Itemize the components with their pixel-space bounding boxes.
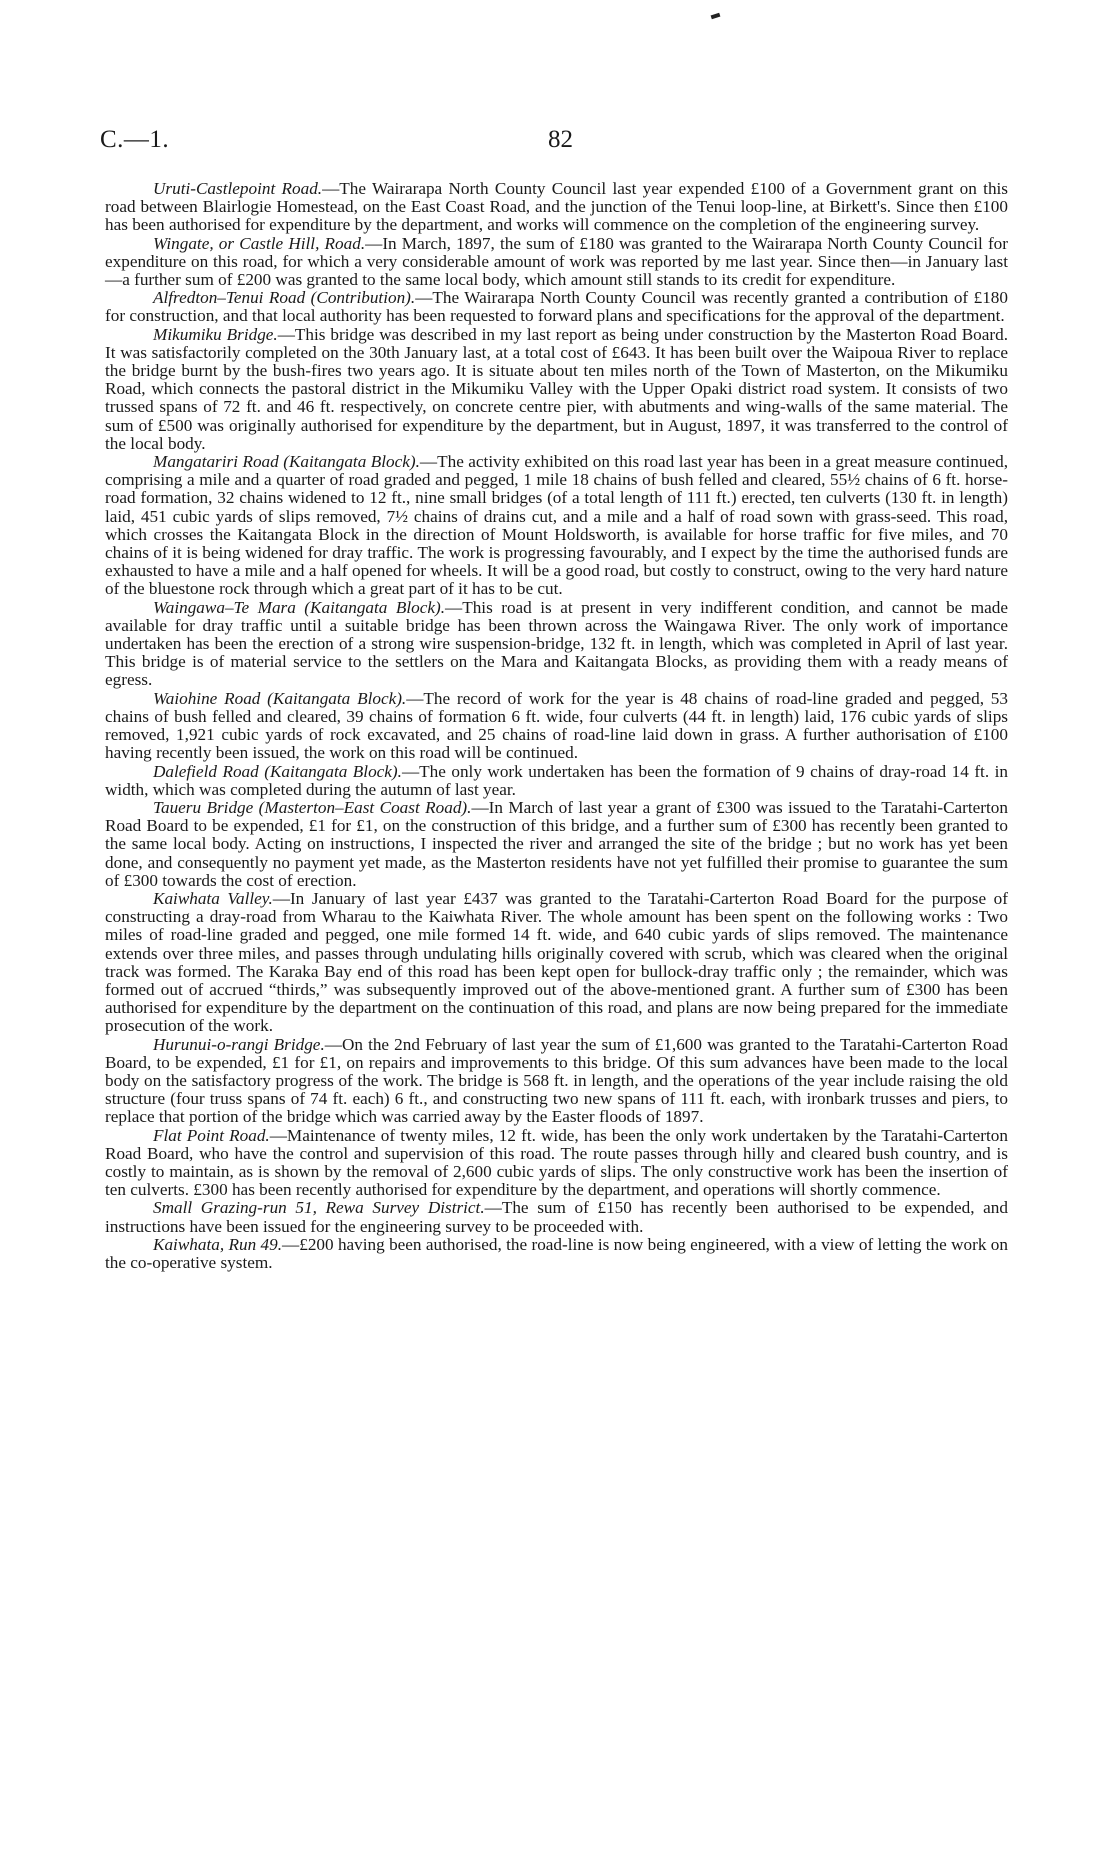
paragraph-heading: Alfredton–Tenui Road (Contribution). [153, 288, 416, 308]
document-reference: C.—1. [100, 126, 170, 153]
paragraph-heading: Mikumiku Bridge. [153, 324, 278, 344]
paragraph-heading: Uruti-Castlepoint Road. [153, 179, 323, 198]
paragraph-heading: Waingawa–Te Mara (Kaitangata Block). [153, 597, 446, 617]
paragraph-text: —On the 2nd February of last year the sum of £1,600 was granted to the Taratahi-Carterton Road Board, to be expended, £1 for £1, on repairs and improvements to this bridge. Of this sum advances have been made to the local body on the satisfactory progress of the work. The bridge is 568 ft. in length, and the operations of the year include raising the old structure (four truss spans of 74 ft. each) 6 ft., and constructing two new spans of 111 ft. each, with ironbark trusses and piers, to replace that portion of the bridge which was carried away by the Easter floods of 1897. [105, 1034, 1008, 1127]
paragraph-small-grazing-run-51 [105, 1199, 1008, 1235]
report-body [105, 180, 1008, 1272]
paragraph-text: —The Wairarapa North County Council was recently granted a contribution of £180 for construction, and that local authority has been requested to forward plans and specifications for the approval of the department. [105, 288, 1008, 326]
paragraph-heading: Kaiwhata Valley. [153, 888, 273, 908]
paragraph-heading: Small Grazing-run 51, Rewa Survey District. [153, 1198, 485, 1218]
paragraph-heading: Flat Point Road. [153, 1125, 270, 1145]
paragraph-alfredton-tenui-road [105, 289, 1008, 325]
paragraph-text: —In January of last year £437 was granted to the Taratahi-Carterton Road Board for the purpose of constructing a dray-road from Wharau to the Kaiwhata River. The whole amount has been spent on the following works : Two miles of road-line graded and pegged, one mile formed 14 ft. wide, and 640 cubic yards of slips removed. The maintenance extends over three miles, and passes through undulating hills originally covered with scrub, which was cleared when the original track was formed. The Karaka Bay end of this road has been kept open for bullock-dray traffic only ; the remainder, which was formed out of accrued “thirds,” was subsequently improved out of the above-mentioned grant. A further sum of £300 has been authorised for expenditure by the department on the continuation of this road, and plans are now being prepared for the immediate prosecution of the work. [105, 888, 1008, 1036]
paragraph-text: —In March of last year a grant of £300 was issued to the Taratahi-Carterton Road Board to be expended, £1 for £1, on the construction of this bridge, and a further sum of £300 has recently been granted to the same local body. Acting on instructions, I inspected the river and arranged the site of the bridge ; but no work has yet been done, and consequently no payment yet made, as the Masterton residents have not yet fulfilled their promise to guarantee the sum of £300 towards the cost of erection. [105, 797, 1008, 890]
paragraph-text: —The activity exhibited on this road last year has been in a great measure continued, comprising a mile and a quarter of road graded and pegged, 1 mile 18 chains of bush felled and cleared, 55½ chains of 6 ft. horse-road formation, 32 chains widened to 12 ft., nine small bridges (of a total length of 111 ft.) erected, ten culverts (130 ft. in length) laid, 451 cubic yards of slips removed, 7½ chains of drains cut, and a mile and a half of road sown with grass-seed. This road, which crosses the Kaitangata Block in the direction of Mount Holdsworth, is available for horse traffic for five miles, and 70 chains of it is being widened for dray traffic. The work is progressing favourably, and I expect by the time the authorised funds are exhausted to have a mile and a half opened for wheels. It will be a good road, but costly to construct, owing to the very hard nature of the bluestone rock through which a great part of it has to be cut. [105, 452, 1009, 599]
paragraph-heading: Dalefield Road (Kaitangata Block). [153, 761, 402, 781]
paragraph-heading: Kaiwhata, Run 49. [153, 1234, 283, 1254]
paragraph-taueru-bridge [105, 799, 1008, 890]
paragraph-text: —In March, 1897, the sum of £180 was granted to the Wairarapa North County Council for expenditure on this road, for which a very considerable amount of work was reported by me last year. Since then—in January last—a further sum of £200 was granted to the same local body, which amount still stands to its credit for expenditure. [105, 233, 1008, 290]
paragraph-waingawa-te-mara [105, 599, 1008, 690]
paragraph-heading: Mangatariri Road (Kaitangata Block). [153, 452, 420, 472]
paragraph-text: —This road is at present in very indifferent condition, and cannot be made available for dray traffic until a suitable bridge has been thrown across the Waingawa River. The only work of importance undertaken has been the erection of a strong wire suspension-bridge, 132 ft. in length, which was completed in April of last year. This bridge is of material service to the settlers on the Mara and Kaitangata Blocks, as providing them with a ready means of egress. [105, 597, 1008, 690]
paragraph-heading: Wingate, or Castle Hill, Road. [153, 233, 366, 253]
paragraph-heading: Waiohine Road (Kaitangata Block). [153, 688, 407, 708]
paragraph-text: —This bridge was described in my last report as being under construction by the Masterton Road Board. It was satisfactorily completed on the 30th January last, at a total cost of £643. It has been built over the Waipoua River to replace the bridge burnt by the bush-fires two years ago. It is situate about ten miles north of the Town of Masterton, on the Mikumiku Road, which connects the pastoral district in the Mikumiku Valley with the Upper Opaki district road system. It consists of two trussed spans of 72 ft. and 46 ft. respectively, on concrete centre pier, with abutments and wing-walls of the same material. The sum of £500 was originally authorised for expenditure by the department, but in August, 1897, it was transferred to the control of the local body. [105, 324, 1009, 453]
paragraph-uruti-castlepoint-road [105, 180, 1008, 235]
paragraph-mikumiku-bridge [105, 326, 1008, 453]
paragraph-text: —The Wairarapa North County Council last year expended £100 of a Government grant on this road between Blairlogie Homestead, on the East Coast Road, and the junction of the Tenui loop-line, at Birkett's. Since then £100 has been authorised for expenditure by the department, and works will commence on the completion of the engineering survey. [105, 179, 1008, 235]
paragraph-text: —The sum of £150 has recently been authorised to be expended, and instructions have been issued for the engineering survey to be proceeded with. [105, 1198, 1008, 1236]
paragraph-text: —£200 having been authorised, the road-line is now being engineered, with a view of letting the work on the co-operative system. [105, 1234, 1008, 1272]
paragraph-kaiwhata-valley [105, 890, 1008, 1036]
page-header [100, 126, 1000, 160]
paragraph-wingate-road [105, 235, 1008, 290]
ink-mark [711, 13, 721, 20]
paragraph-mangatariri-road [105, 453, 1008, 599]
paragraph-waiohine-road [105, 690, 1008, 763]
paragraph-heading: Taueru Bridge (Masterton–East Coast Road). [153, 797, 472, 817]
paragraph-flat-point-road [105, 1127, 1008, 1200]
paragraph-hurunui-o-rangi-bridge [105, 1036, 1008, 1127]
paragraph-text: —The only work undertaken has been the formation of 9 chains of dray-road 14 ft. in width, which was completed during the autumn of last year. [105, 761, 1008, 799]
paragraph-dalefield-road [105, 763, 1008, 799]
paragraph-heading: Hurunui-o-rangi Bridge. [153, 1034, 325, 1054]
paragraph-kaiwhata-run-49 [105, 1236, 1008, 1272]
page-number: 82 [548, 126, 573, 153]
paragraph-text: —Maintenance of twenty miles, 12 ft. wide, has been the only work undertaken by the Taratahi-Carterton Road Board, who have the control and supervision of this road. The route passes through hilly and cleared bush country, and is costly to maintain, as is shown by the removal of 2,600 cubic yards of slips. The only constructive work has been the insertion of ten culverts. £300 has been recently authorised for expenditure by the department, and operations will shortly commence. [105, 1125, 1008, 1200]
paragraph-text: —The record of work for the year is 48 chains of road-line graded and pegged, 53 chains of bush felled and cleared, 39 chains of formation 6 ft. wide, four culverts (44 ft. in length) laid, 176 cubic yards of slips removed, 1,921 cubic yards of rock excavated, and 25 chains of road-line laid down in grass. A further authorisation of £100 having recently been issued, the work on this road will be continued. [105, 688, 1008, 763]
